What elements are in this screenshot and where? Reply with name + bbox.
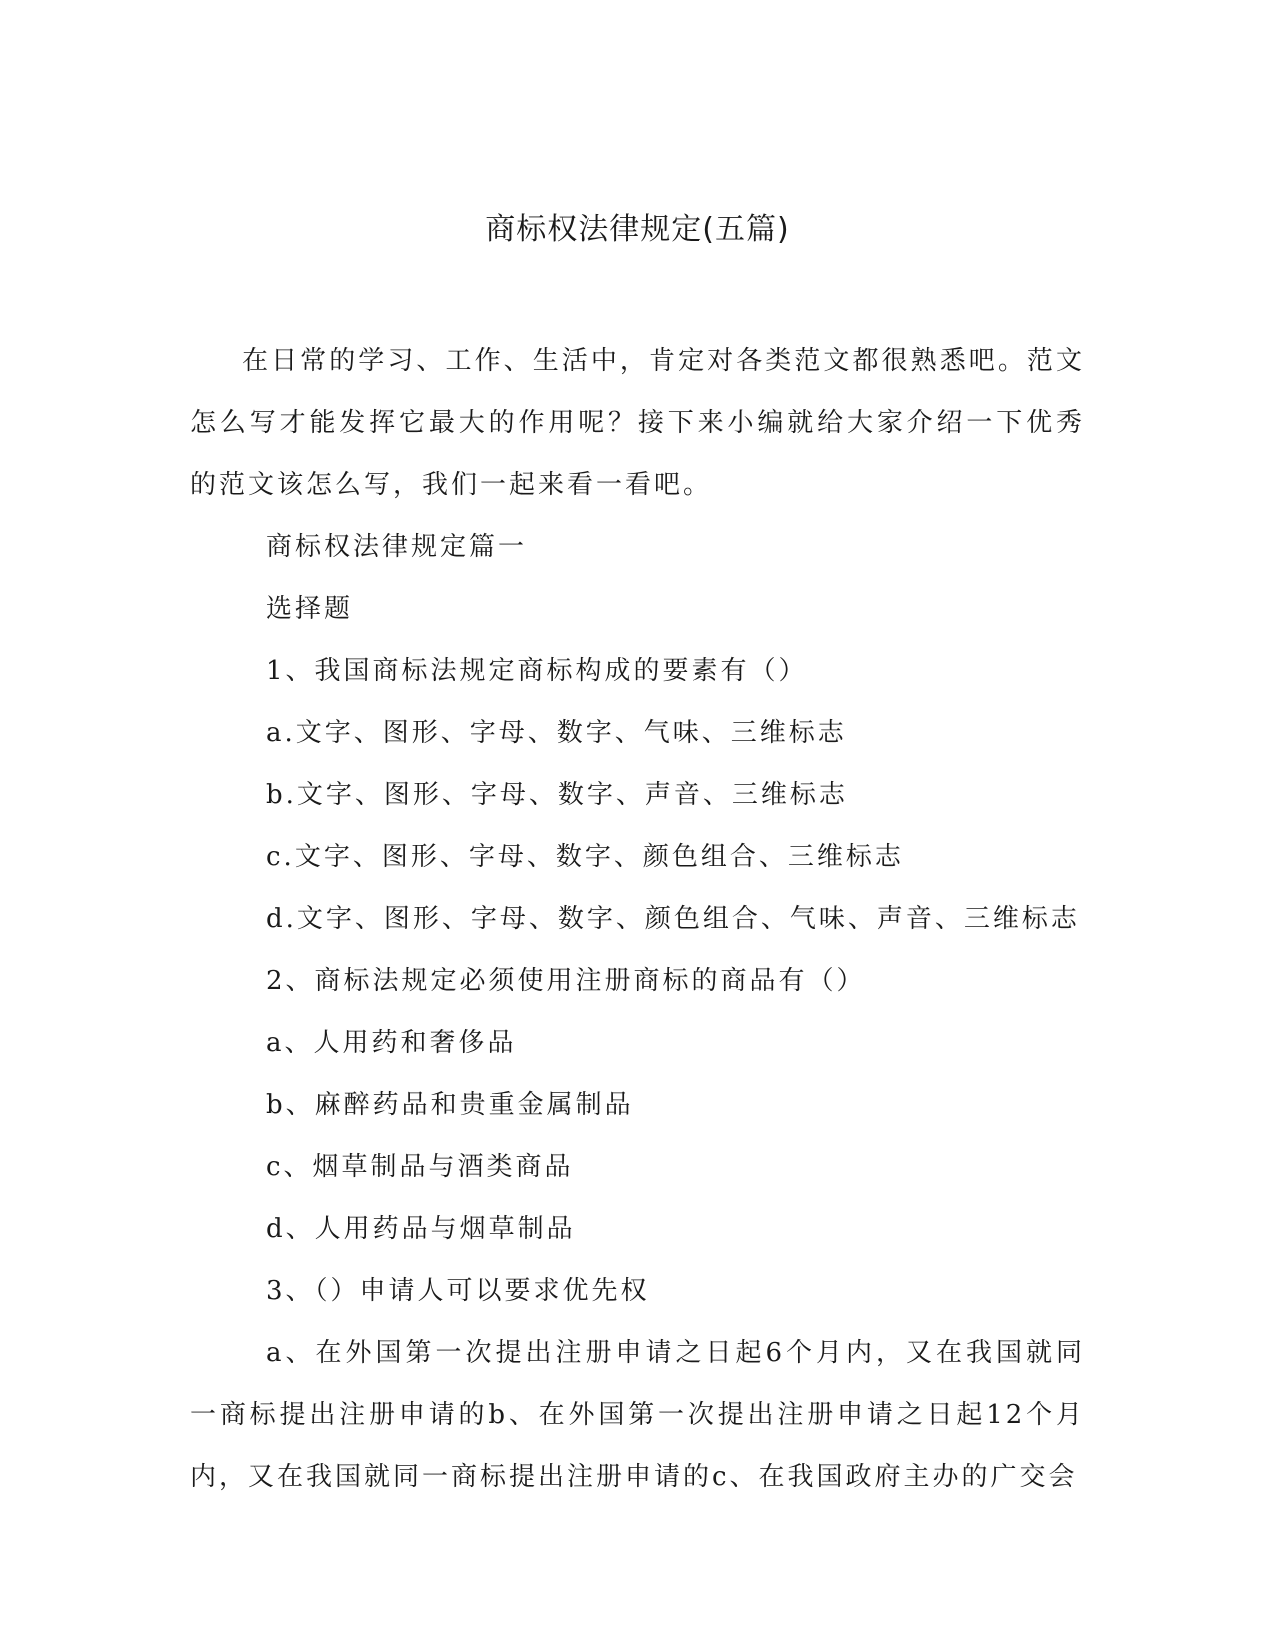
option-line: c、烟草制品与酒类商品 (266, 1152, 574, 1182)
option-line: d.文字、图形、字母、数字、颜色组合、气味、声音、三维标志 (266, 904, 1080, 934)
document-body (190, 330, 1085, 1508)
document-title: 商标权法律规定(五篇) (485, 212, 790, 247)
option-line: a.文字、图形、字母、数字、气味、三维标志 (266, 718, 847, 748)
option-line: d、人用药品与烟草制品 (266, 1214, 576, 1244)
intro-paragraph: 在日常的学习、工作、生活中，肯定对各类范文都很熟悉吧。范文怎么写才能发挥它最大的作用呢？接下来小编就给大家介绍一下优秀的范文该怎么写，我们一起来看一看吧。 (190, 346, 1085, 500)
question-3: 3、（）申请人可以要求优先权 (266, 1276, 650, 1306)
option-line: c.文字、图形、字母、数字、颜色组合、三维标志 (266, 842, 904, 872)
subsection-heading: 选择题 (266, 594, 354, 624)
final-paragraph: a、在外国第一次提出注册申请之日起6个月内，又在我国就同一商标提出注册申请的b、在外国第一次提出注册申请之日起12个月内，又在我国就同一商标提出注册申请的c、在我国政府主办的广交会 (190, 1338, 1085, 1492)
question-2: 2、商标法规定必须使用注册商标的商品有（） (266, 966, 866, 996)
question-1: 1、我国商标法规定商标构成的要素有（） (266, 656, 808, 686)
option-line: b、麻醉药品和贵重金属制品 (266, 1090, 634, 1120)
section-heading: 商标权法律规定篇一 (266, 532, 528, 562)
option-line: b.文字、图形、字母、数字、声音、三维标志 (266, 780, 848, 810)
option-line: a、人用药和奢侈品 (266, 1028, 517, 1058)
